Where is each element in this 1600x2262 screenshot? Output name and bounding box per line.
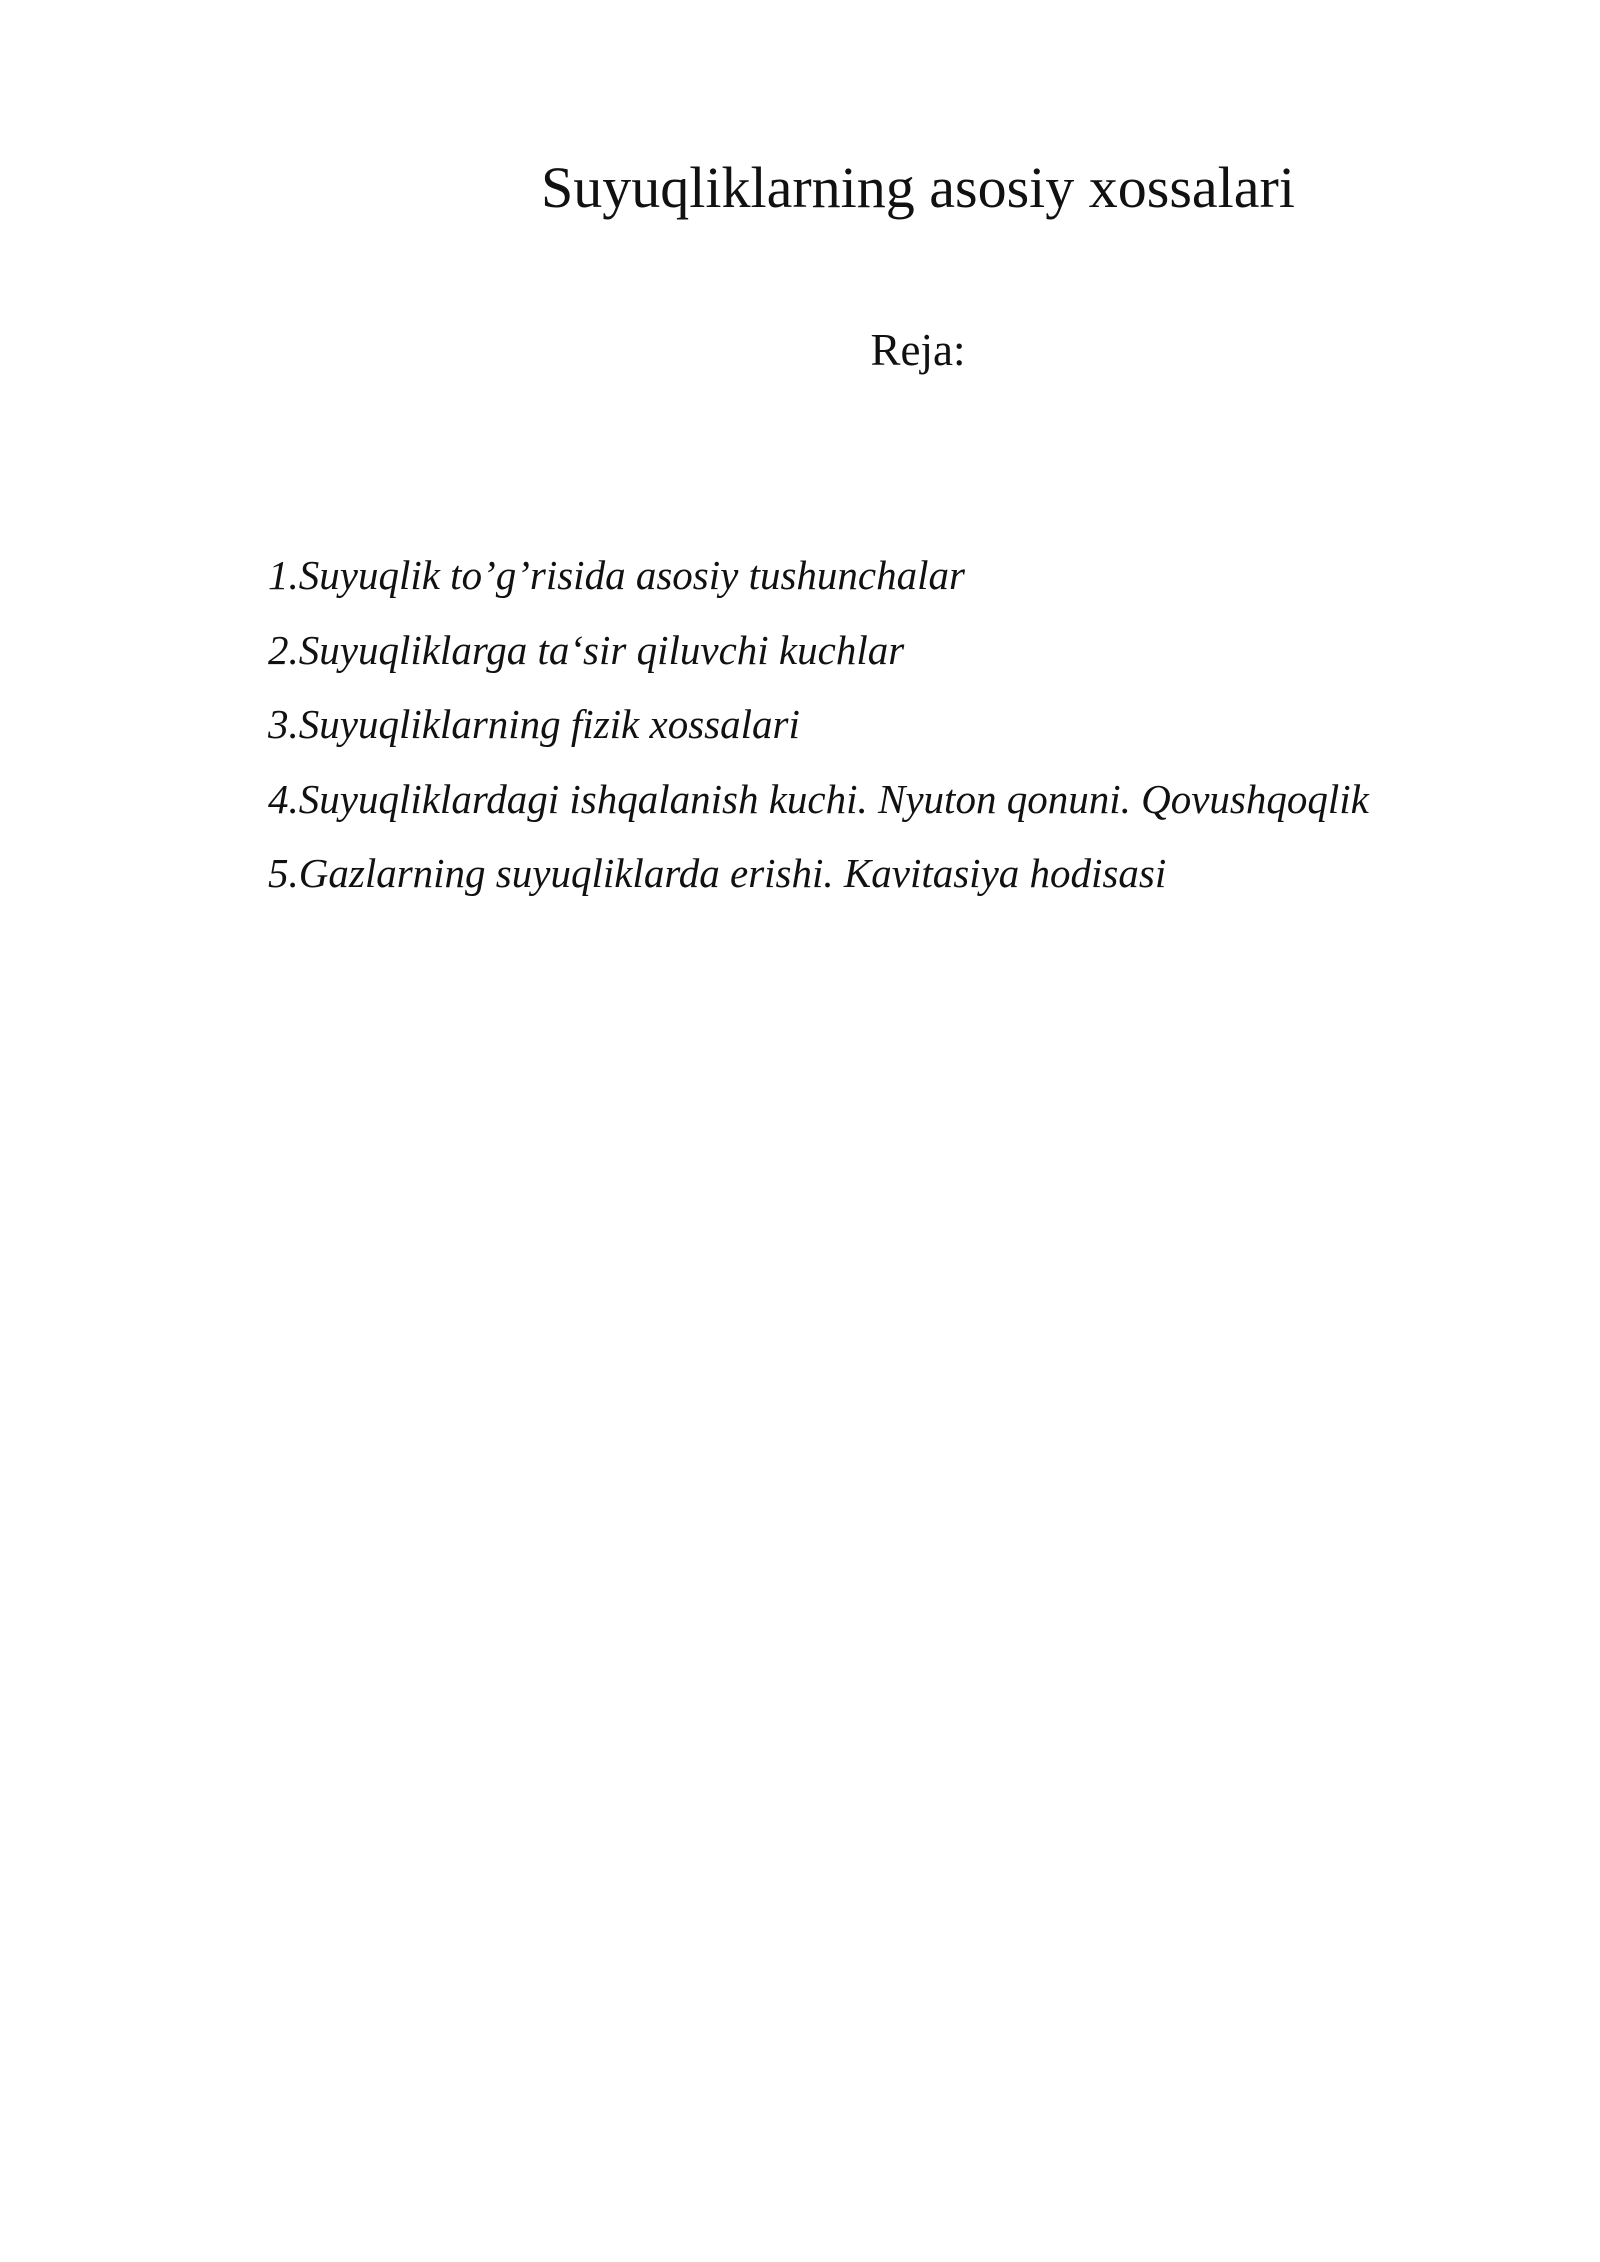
plan-item-3: 3.Suyuqliklarning fizik xossalari <box>268 701 800 747</box>
plan-item-2: 2.Suyuqliklarga ta‘sir qiluvchi kuchlar <box>268 626 905 673</box>
plan-item-1: 1.Suyuqlik to’g’risida asosiy tushunchalar <box>268 552 965 598</box>
plan-item-5: 5.Gazlarning suyuqliklarda erishi. Kavitasiya hodisasi <box>268 850 1167 896</box>
document-title: Suyuqliklarning asosiy xossalari <box>541 155 1295 220</box>
plan-list <box>268 538 1369 911</box>
plan-item-4: 4.Suyuqliklardagi ishqalanish kuchi. Nyuton qonuni. Qovushqoqlik <box>268 775 1369 822</box>
plan-heading: Reja: <box>870 325 966 375</box>
